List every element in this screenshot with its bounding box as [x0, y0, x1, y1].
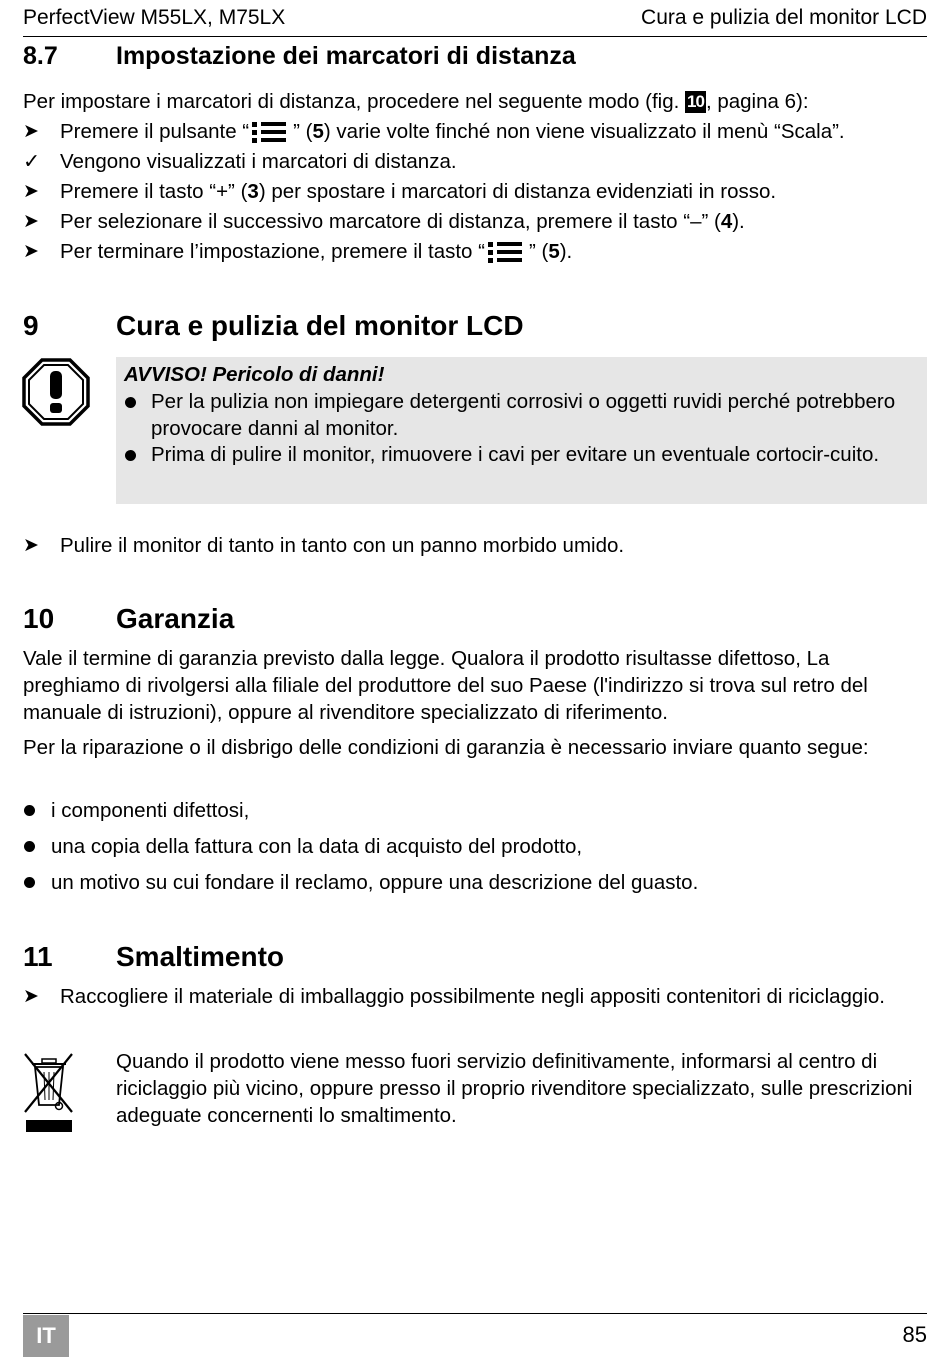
- list-item-text: una copia della fattura con la data di acquisto del prodotto,: [51, 835, 583, 858]
- step-row: [23, 178, 928, 205]
- warning-title: AVVISO! Pericolo di danni!: [124, 363, 385, 386]
- bullet-dot: [24, 877, 35, 888]
- list-item: [23, 869, 928, 896]
- list-item: [23, 833, 928, 860]
- bullet-dot: [24, 841, 35, 852]
- step-text: Per terminare l’impostazione, premere il tasto “: [60, 240, 485, 263]
- section-number: 8.7: [23, 42, 58, 70]
- key-number: 5: [312, 120, 324, 143]
- intro-text-end: , pagina 6):: [705, 90, 809, 113]
- step-arrow-marker: ➤: [23, 241, 39, 262]
- section-number: 9: [23, 310, 39, 341]
- footer-rule: [23, 1313, 927, 1314]
- section-title: Smaltimento: [116, 941, 285, 972]
- key-number: 3: [247, 180, 259, 203]
- step-text: ).: [732, 210, 745, 233]
- step-text: Per selezionare il successivo marcatore di distanza, premere il tasto “–” (: [60, 210, 721, 233]
- disposal-note: Quando il prodotto viene messo fuori servizio definitivamente, informarsi al centro di riciclaggio più vicino, oppure presso il proprio rivenditore specializzato, sulle prescrizioni adeguate concernenti lo smaltimento.: [116, 1050, 913, 1127]
- header-rule: [23, 36, 927, 37]
- list-item: [23, 797, 928, 824]
- step-arrow-marker: ➤: [23, 181, 39, 202]
- bullet-dot: [125, 450, 136, 461]
- section-title: Impostazione dei marcatori di distanza: [116, 42, 576, 70]
- step-text: Raccogliere il materiale di imballaggio possibilmente negli appositi contenitori di riciclaggio.: [60, 985, 885, 1008]
- key-number: 4: [720, 210, 733, 233]
- step-text: ) per spostare i marcatori di distanza evidenziati in rosso.: [258, 180, 777, 203]
- language-tab: IT: [23, 1315, 69, 1357]
- step-text: ) varie volte finché non viene visualizzato il menù “Scala”.: [323, 120, 845, 143]
- section-9-heading: [23, 310, 524, 342]
- section-number: 11: [23, 941, 53, 972]
- menu-icon: [488, 241, 526, 270]
- bullet-dot: [24, 805, 35, 816]
- running-header-chapter: Cura e pulizia del monitor LCD: [641, 6, 927, 29]
- warning-bullet-text: Prima di pulire il monitor, rimuovere i cavi per evitare un eventuale cortocir-cuito.: [151, 443, 880, 466]
- key-number: 5: [548, 240, 560, 263]
- result-row: [23, 148, 928, 175]
- section-title: Cura e pulizia del monitor LCD: [116, 310, 524, 341]
- page-number: 85: [902, 1322, 927, 1347]
- step-text: Pulire il monitor di tanto in tanto con un panno morbido umido.: [60, 534, 625, 557]
- crossed-out-wheelie-bin-icon: [22, 1050, 78, 1141]
- step-row: [23, 208, 928, 235]
- step-row: [23, 983, 928, 1010]
- result-text: Vengono visualizzati i marcatori di distanza.: [60, 150, 457, 173]
- warning-bullet-text: Per la pulizia non impiegare detergenti corrosivi o oggetti ruvidi perché potrebbero provocare danni al monitor.: [151, 390, 896, 440]
- section-10-heading: [23, 603, 234, 635]
- step-row: [23, 118, 928, 150]
- section-number: 10: [23, 603, 55, 634]
- figure-reference-badge: 10: [687, 92, 704, 111]
- section-8-7-heading: [23, 42, 576, 71]
- step-text: ” (: [528, 240, 549, 263]
- running-header-product: PerfectView M55LX, M75LX: [23, 6, 286, 29]
- section-11-heading: [23, 941, 284, 973]
- step-row: [23, 532, 928, 559]
- warranty-paragraph-1: Vale il termine di garanzia previsto dalla legge. Qualora il prodotto risultasse difettoso, La preghiamo di rivolgersi alla filiale del produttore del suo Paese (l'indirizzo si trova sul retro del manuale di istruzioni), oppure al rivenditore specializzato di riferimento.: [23, 647, 868, 724]
- list-item-text: un motivo su cui fondare il reclamo, oppure una descrizione del guasto.: [51, 871, 699, 894]
- step-arrow-marker: ➤: [23, 535, 39, 556]
- step-text: ).: [559, 240, 573, 263]
- list-item-text: i componenti difettosi,: [51, 799, 250, 822]
- intro-text: Per impostare i marcatori di distanza, procedere nel seguente modo (fig.: [23, 90, 686, 113]
- step-arrow-marker: ➤: [23, 986, 39, 1007]
- section-8-7-intro: [23, 88, 928, 115]
- bullet-dot: [125, 397, 136, 408]
- step-text: Premere il tasto “+” (: [60, 180, 248, 203]
- warranty-paragraph-2: Per la riparazione o il disbrigo delle condizioni di garanzia è necessario inviare quanto segue:: [23, 736, 869, 759]
- step-arrow-marker: ➤: [23, 211, 39, 232]
- section-title: Garanzia: [116, 603, 235, 634]
- warning-bullet: [124, 389, 920, 442]
- step-text: ” (: [293, 120, 313, 143]
- warning-exclamation-octagon-icon: [22, 358, 90, 431]
- menu-icon: [252, 121, 290, 150]
- warning-bullet: [124, 442, 920, 469]
- checkmark-marker: ✓: [23, 150, 41, 173]
- step-row: [23, 238, 928, 270]
- step-arrow-marker: ➤: [23, 121, 39, 142]
- step-text: Premere il pulsante “: [60, 120, 250, 143]
